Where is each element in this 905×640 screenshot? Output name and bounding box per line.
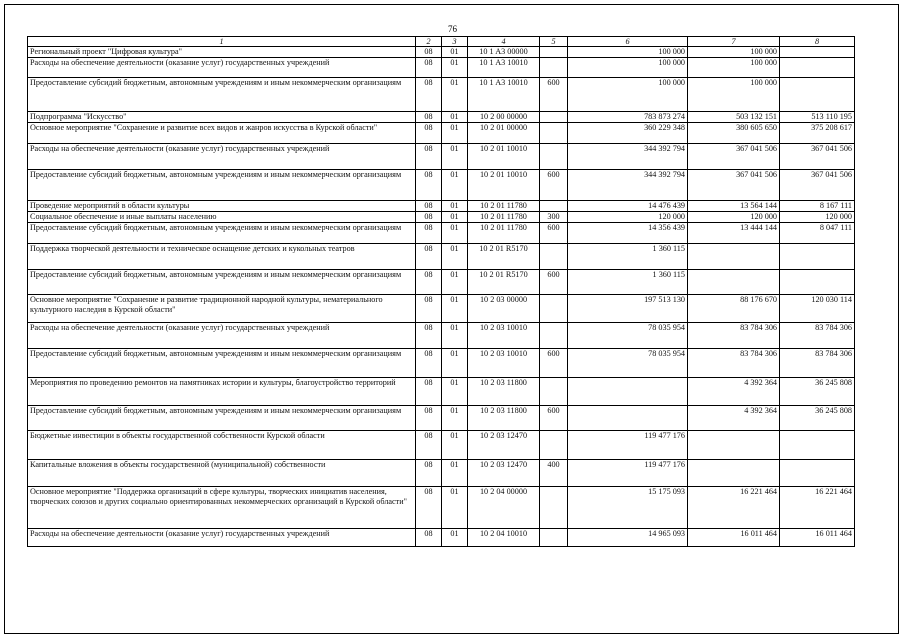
cell-name: Поддержка творческой деятельности и техническое оснащение детских и кукольных театров [28,244,416,270]
table-row [28,529,855,547]
cell-csr: 10 2 03 11800 [468,378,540,406]
header-cell: 3 [442,37,468,47]
cell-name: Предоставление субсидий бюджетным, автономным учреждениям и иным некоммерческим организациям [28,170,416,201]
cell-vr: 400 [540,460,568,487]
cell-name: Проведение мероприятий в области культуры [28,201,416,212]
cell-vr: 600 [540,349,568,378]
cell-name: Расходы на обеспечение деятельности (оказание услуг) государственных учреждений [28,58,416,78]
table-row [28,323,855,349]
table-row [28,460,855,487]
cell-pr: 01 [442,431,468,460]
cell-y1: 344 392 794 [568,144,688,170]
cell-y2 [688,244,780,270]
cell-rz: 08 [416,529,442,547]
cell-y1: 14 356 439 [568,223,688,244]
cell-rz: 08 [416,144,442,170]
cell-y3: 513 110 195 [780,112,855,123]
cell-y2: 88 176 670 [688,295,780,323]
cell-vr [540,123,568,144]
cell-y1 [568,378,688,406]
cell-y1: 14 476 439 [568,201,688,212]
page-number: 76 [448,24,457,34]
table-row [28,378,855,406]
cell-csr: 10 2 04 10010 [468,529,540,547]
header-cell: 1 [28,37,416,47]
cell-csr: 10 2 01 R5170 [468,270,540,295]
cell-pr: 01 [442,378,468,406]
table-row [28,112,855,123]
cell-y2: 367 041 506 [688,170,780,201]
cell-y1: 197 513 130 [568,295,688,323]
cell-name: Социальное обеспечение и иные выплаты населению [28,212,416,223]
table-row [28,487,855,529]
cell-vr [540,47,568,58]
table-row [28,406,855,431]
cell-y2 [688,460,780,487]
cell-csr: 10 2 01 R5170 [468,244,540,270]
cell-vr: 600 [540,223,568,244]
cell-csr: 10 2 03 12470 [468,460,540,487]
cell-pr: 01 [442,270,468,295]
cell-y2: 4 392 364 [688,406,780,431]
cell-pr: 01 [442,112,468,123]
cell-rz: 08 [416,378,442,406]
cell-y1: 119 477 176 [568,431,688,460]
cell-csr: 10 2 03 12470 [468,431,540,460]
cell-name: Бюджетные инвестиции в объекты государственной собственности Курской области [28,431,416,460]
table-row [28,78,855,112]
table-header-row [28,37,855,47]
cell-name: Капитальные вложения в объекты государственной (муниципальной) собственности [28,460,416,487]
cell-rz: 08 [416,244,442,270]
cell-pr: 01 [442,223,468,244]
cell-name: Расходы на обеспечение деятельности (оказание услуг) государственных учреждений [28,529,416,547]
cell-y3 [780,270,855,295]
cell-pr: 01 [442,295,468,323]
cell-name: Предоставление субсидий бюджетным, автономным учреждениям и иным некоммерческим организациям [28,349,416,378]
cell-name: Подпрограмма "Искусство" [28,112,416,123]
cell-csr: 10 2 01 00000 [468,123,540,144]
cell-rz: 08 [416,123,442,144]
cell-csr: 10 2 01 11780 [468,212,540,223]
cell-y2: 380 605 650 [688,123,780,144]
header-cell: 4 [468,37,540,47]
cell-y2: 367 041 506 [688,144,780,170]
cell-vr: 300 [540,212,568,223]
cell-csr: 10 1 A3 10010 [468,78,540,112]
cell-y1: 78 035 954 [568,349,688,378]
cell-vr [540,244,568,270]
cell-pr: 01 [442,212,468,223]
cell-y2 [688,270,780,295]
cell-y3: 36 245 808 [780,378,855,406]
cell-pr: 01 [442,349,468,378]
cell-csr: 10 2 04 00000 [468,487,540,529]
cell-y3: 367 041 506 [780,144,855,170]
cell-y3: 16 221 464 [780,487,855,529]
cell-csr: 10 2 01 10010 [468,170,540,201]
cell-pr: 01 [442,144,468,170]
cell-vr: 600 [540,270,568,295]
cell-y3 [780,431,855,460]
cell-rz: 08 [416,323,442,349]
cell-csr: 10 2 03 10010 [468,349,540,378]
cell-y1: 119 477 176 [568,460,688,487]
cell-y1: 14 965 093 [568,529,688,547]
cell-name: Предоставление субсидий бюджетным, автономным учреждениям и иным некоммерческим организациям [28,406,416,431]
table-row [28,170,855,201]
table-row [28,223,855,244]
cell-y2: 16 011 464 [688,529,780,547]
cell-y3 [780,58,855,78]
cell-y2: 83 784 306 [688,349,780,378]
cell-y2: 503 132 151 [688,112,780,123]
cell-rz: 08 [416,201,442,212]
cell-rz: 08 [416,487,442,529]
cell-vr: 600 [540,78,568,112]
header-cell: 5 [540,37,568,47]
cell-y2: 100 000 [688,47,780,58]
cell-y2: 100 000 [688,78,780,112]
cell-vr [540,487,568,529]
cell-rz: 08 [416,47,442,58]
cell-y1: 360 229 348 [568,123,688,144]
cell-y2: 120 000 [688,212,780,223]
table-row [28,123,855,144]
cell-y3: 120 000 [780,212,855,223]
cell-y2: 16 221 464 [688,487,780,529]
cell-y3: 8 167 111 [780,201,855,212]
cell-name: Расходы на обеспечение деятельности (оказание услуг) государственных учреждений [28,144,416,170]
cell-name: Основное мероприятие "Сохранение и развитие всех видов и жанров искусства в Курской области" [28,123,416,144]
cell-rz: 08 [416,406,442,431]
cell-vr [540,378,568,406]
table-row [28,295,855,323]
cell-csr: 10 2 01 10010 [468,144,540,170]
cell-vr [540,529,568,547]
header-cell: 8 [780,37,855,47]
cell-csr: 10 2 03 11800 [468,406,540,431]
cell-rz: 08 [416,78,442,112]
table-row [28,244,855,270]
cell-pr: 01 [442,201,468,212]
cell-y2: 13 444 144 [688,223,780,244]
cell-pr: 01 [442,78,468,112]
cell-pr: 01 [442,58,468,78]
cell-y3: 83 784 306 [780,349,855,378]
cell-name: Основное мероприятие "Поддержка организаций в сфере культуры, творческих инициатив населения, творческих союзов и других социально ориентированных некоммерческих организаций в Курской области" [28,487,416,529]
cell-y2: 4 392 364 [688,378,780,406]
cell-rz: 08 [416,112,442,123]
cell-pr: 01 [442,460,468,487]
cell-y1: 344 392 794 [568,170,688,201]
cell-rz: 08 [416,223,442,244]
cell-rz: 08 [416,270,442,295]
cell-y3 [780,244,855,270]
cell-rz: 08 [416,295,442,323]
cell-name: Предоставление субсидий бюджетным, автономным учреждениям и иным некоммерческим организациям [28,223,416,244]
header-cell: 6 [568,37,688,47]
cell-y1: 1 360 115 [568,270,688,295]
cell-y3 [780,460,855,487]
cell-csr: 10 2 03 00000 [468,295,540,323]
cell-vr [540,431,568,460]
cell-pr: 01 [442,123,468,144]
cell-y1: 100 000 [568,47,688,58]
cell-rz: 08 [416,431,442,460]
table-row [28,431,855,460]
table-row [28,349,855,378]
cell-y2: 83 784 306 [688,323,780,349]
header-cell: 2 [416,37,442,47]
cell-vr [540,201,568,212]
cell-name: Предоставление субсидий бюджетным, автономным учреждениям и иным некоммерческим организациям [28,270,416,295]
cell-rz: 08 [416,212,442,223]
cell-y2: 13 564 144 [688,201,780,212]
cell-name: Расходы на обеспечение деятельности (оказание услуг) государственных учреждений [28,323,416,349]
cell-y1: 78 035 954 [568,323,688,349]
table-row [28,212,855,223]
cell-y3 [780,47,855,58]
cell-y3: 83 784 306 [780,323,855,349]
cell-y1: 100 000 [568,78,688,112]
cell-rz: 08 [416,170,442,201]
cell-pr: 01 [442,244,468,270]
cell-y1: 15 175 093 [568,487,688,529]
cell-name: Региональный проект "Цифровая культура" [28,47,416,58]
cell-y3: 375 208 617 [780,123,855,144]
cell-y1: 120 000 [568,212,688,223]
cell-vr [540,58,568,78]
table-row [28,201,855,212]
cell-csr: 10 1 A3 00000 [468,47,540,58]
cell-csr: 10 2 03 10010 [468,323,540,349]
cell-y3: 36 245 808 [780,406,855,431]
table-row [28,270,855,295]
cell-pr: 01 [442,323,468,349]
cell-vr: 600 [540,406,568,431]
cell-y3: 16 011 464 [780,529,855,547]
cell-vr [540,323,568,349]
cell-y3 [780,78,855,112]
cell-y1: 100 000 [568,58,688,78]
cell-vr [540,112,568,123]
header-cell: 7 [688,37,780,47]
cell-csr: 10 2 01 11780 [468,223,540,244]
cell-name: Мероприятия по проведению ремонтов на памятниках истории и культуры, благоустройство территорий [28,378,416,406]
cell-csr: 10 2 01 11780 [468,201,540,212]
cell-y3: 8 047 111 [780,223,855,244]
table-row [28,58,855,78]
cell-rz: 08 [416,460,442,487]
cell-vr [540,144,568,170]
cell-name: Предоставление субсидий бюджетным, автономным учреждениям и иным некоммерческим организациям [28,78,416,112]
cell-y1: 783 873 274 [568,112,688,123]
cell-rz: 08 [416,58,442,78]
cell-name: Основное мероприятие "Сохранение и развитие традиционной народной культуры, нематериального культурного наследия в Курской области" [28,295,416,323]
table-row [28,144,855,170]
cell-rz: 08 [416,349,442,378]
cell-y3: 367 041 506 [780,170,855,201]
cell-pr: 01 [442,170,468,201]
cell-pr: 01 [442,47,468,58]
table-row [28,47,855,58]
cell-y2: 100 000 [688,58,780,78]
cell-csr: 10 2 00 00000 [468,112,540,123]
cell-vr: 600 [540,170,568,201]
cell-y1: 1 360 115 [568,244,688,270]
cell-pr: 01 [442,406,468,431]
cell-y2 [688,431,780,460]
cell-pr: 01 [442,529,468,547]
cell-y1 [568,406,688,431]
cell-vr [540,295,568,323]
budget-table [27,36,855,547]
cell-csr: 10 1 A3 10010 [468,58,540,78]
cell-y3: 120 030 114 [780,295,855,323]
cell-pr: 01 [442,487,468,529]
